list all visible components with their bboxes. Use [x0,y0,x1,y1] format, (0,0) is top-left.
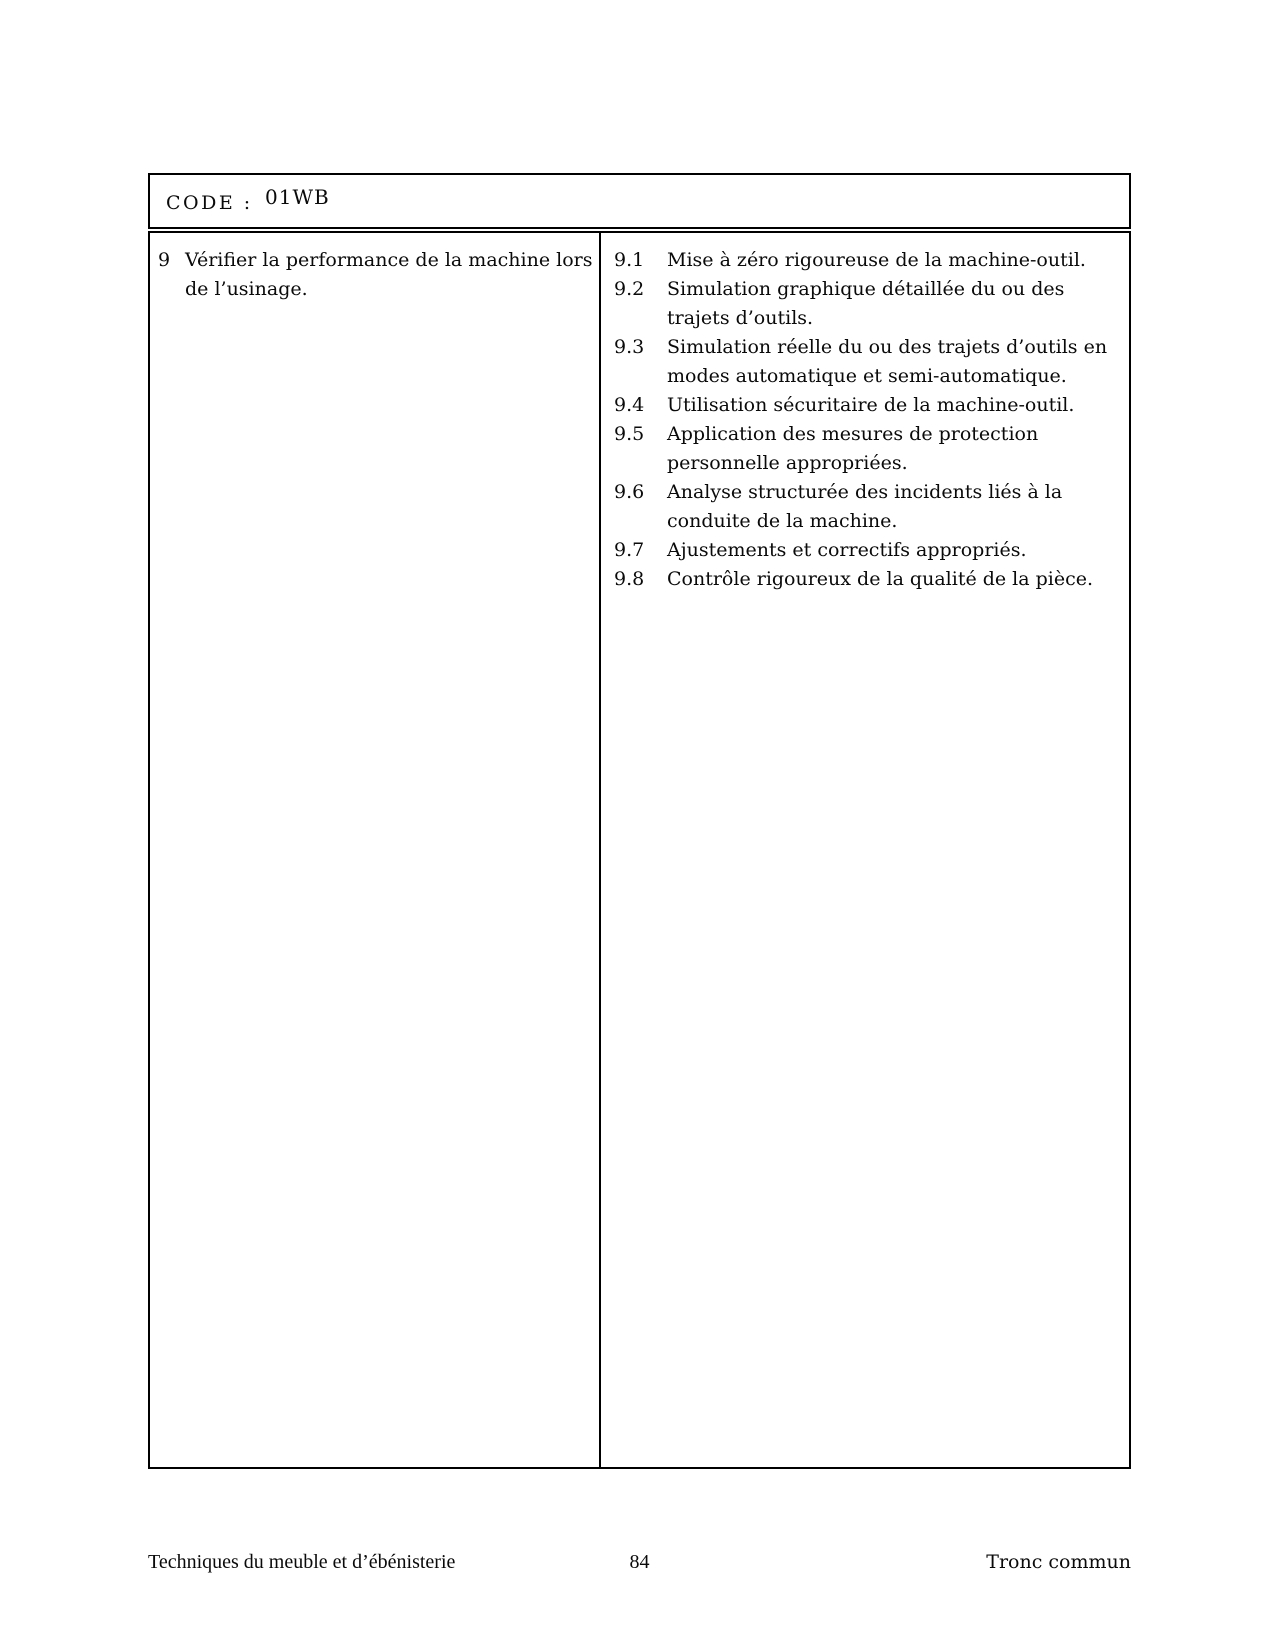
criteria-item [614,246,1127,275]
item-number: 9.5 [614,423,645,445]
code-box [148,173,1131,229]
item-number: 9.7 [614,539,645,561]
item-number: 9.4 [614,394,645,416]
footer-document-title: Techniques du meuble et d’ébénisterie [148,1551,456,1573]
item-text: Application des mesures de protection personnelle appropriées. [667,423,1039,474]
item-text: Utilisation sécuritaire de la machine-outil. [667,394,1075,416]
criteria-item [614,536,1127,565]
item-number: 9.1 [614,249,645,271]
criteria-item [614,565,1127,594]
item-text: Simulation graphique détaillée du ou des trajets d’outils. [667,278,1065,329]
objective-text: Vérifier la performance de la machine lors de l’usinage. [185,249,593,300]
criteria-item [614,333,1127,391]
item-number: 9.6 [614,481,645,503]
footer-page-number: 84 [629,1551,650,1573]
criteria-cell [599,233,1129,1467]
item-text: Analyse structurée des incidents liés à la conduite de la machine. [667,481,1063,532]
criteria-item [614,420,1127,478]
code-label: CODE : [166,192,253,214]
footer [148,1551,1131,1574]
item-text: Simulation réelle du ou des trajets d’outils en modes automatique et semi-automatique. [667,336,1108,387]
criteria-item [614,391,1127,420]
item-text: Mise à zéro rigoureuse de la machine-outil. [667,249,1086,271]
requirements-table [148,231,1131,1469]
item-number: 9.8 [614,568,645,590]
item-text: Ajustements et correctifs appropriés. [667,539,1027,561]
item-number: 9.3 [614,336,645,358]
code-value: 01WB [265,185,330,209]
criteria-item [614,275,1127,333]
item-text: Contrôle rigoureux de la qualité de la pièce. [667,568,1094,590]
objective-cell [150,233,599,1467]
code-box-inner [150,175,1129,227]
objective-number: 9 [158,249,171,271]
item-number: 9.2 [614,278,645,300]
footer-section-label: Tronc commun [986,1551,1131,1573]
criteria-item [614,478,1127,536]
